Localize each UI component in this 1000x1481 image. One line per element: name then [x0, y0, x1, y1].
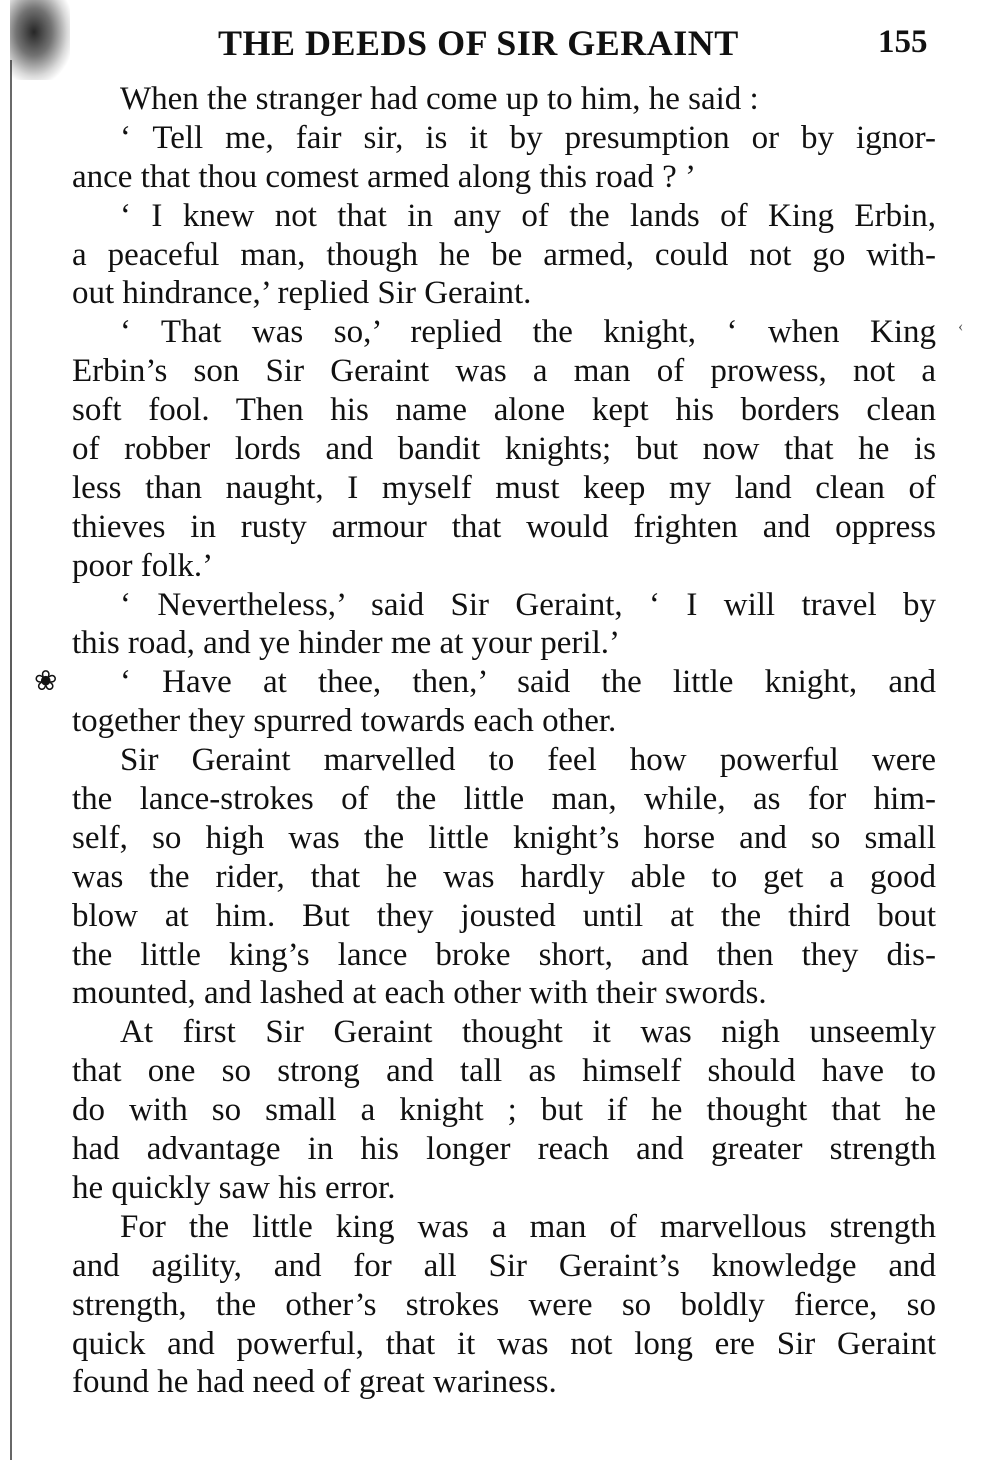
text-line: soft fool. Then his name alone kept his borders clean — [72, 392, 936, 429]
text-line: ‘ Nevertheless,’ said Sir Geraint, ‘ I will travel by — [120, 586, 936, 623]
text-line: this road, and ye hinder me at your peril.’ — [72, 625, 620, 662]
text-line: quick and powerful, that it was not long ere Sir Geraint — [72, 1325, 936, 1362]
gutter-edge — [10, 60, 12, 1460]
text-line: the lance-strokes of the little man, while, as for him- — [72, 781, 936, 818]
margin-ornament-icon: ❀ — [34, 666, 58, 697]
text-line: out hindrance,’ replied Sir Geraint. — [72, 275, 532, 312]
text-line: less than naught, I myself must keep my land clean of — [72, 469, 936, 506]
text-line: self, so high was the little knight’s horse and so small — [72, 819, 936, 856]
text-line: that one so strong and tall as himself should have to — [72, 1053, 936, 1090]
margin-tick-icon: ‹ — [958, 318, 964, 335]
text-line: For the little king was a man of marvellous strength — [120, 1208, 936, 1245]
text-line: the little king’s lance broke short, and then they dis- — [72, 936, 936, 973]
text-line: ‘ Have at thee, then,’ said the little knight, and — [120, 664, 936, 701]
text-line: had advantage in his longer reach and greater strength — [72, 1131, 936, 1168]
text-line: Sir Geraint marvelled to feel how powerful were — [120, 742, 936, 779]
text-line: found he had need of great wariness. — [72, 1364, 557, 1401]
page-number: 155 — [878, 24, 928, 60]
text-line: ‘ Tell me, fair sir, is it by presumption or by ignor- — [120, 119, 936, 156]
running-title: THE DEEDS OF SIR GERAINT — [218, 23, 739, 63]
text-line: mounted, and lashed at each other with their swords. — [72, 975, 767, 1012]
text-line: Erbin’s son Sir Geraint was a man of prowess, not a — [72, 353, 936, 390]
text-line: together they spurred towards each other. — [72, 703, 617, 740]
text-line: do with so small a knight ; but if he thought that he — [72, 1092, 936, 1129]
text-line: blow at him. But they jousted until at the third bout — [72, 897, 936, 934]
text-line: ‘ I knew not that in any of the lands of King Erbin, — [120, 197, 936, 234]
text-line: was the rider, that he was hardly able to get a good — [72, 858, 936, 895]
text-line: thieves in rusty armour that would frighten and oppress — [72, 508, 936, 545]
text-line: ‘ That was so,’ replied the knight, ‘ when King — [120, 314, 936, 351]
text-line: a peaceful man, though he be armed, could not go with- — [72, 236, 936, 273]
text-line: of robber lords and bandit knights; but now that he is — [72, 431, 936, 468]
text-line: ance that thou comest armed along this road ? ’ — [72, 158, 697, 195]
text-line: poor folk.’ — [72, 547, 214, 584]
text-line: and agility, and for all Sir Geraint’s knowledge and — [72, 1247, 936, 1284]
text-line: At first Sir Geraint thought it was nigh unseemly — [120, 1014, 936, 1051]
body-text — [72, 80, 936, 1402]
page-header — [0, 18, 1000, 68]
text-line: When the stranger had come up to him, he said : — [120, 81, 759, 117]
text-line: he quickly saw his error. — [72, 1169, 396, 1206]
text-line: strength, the other’s strokes were so boldly fierce, so — [72, 1286, 936, 1323]
